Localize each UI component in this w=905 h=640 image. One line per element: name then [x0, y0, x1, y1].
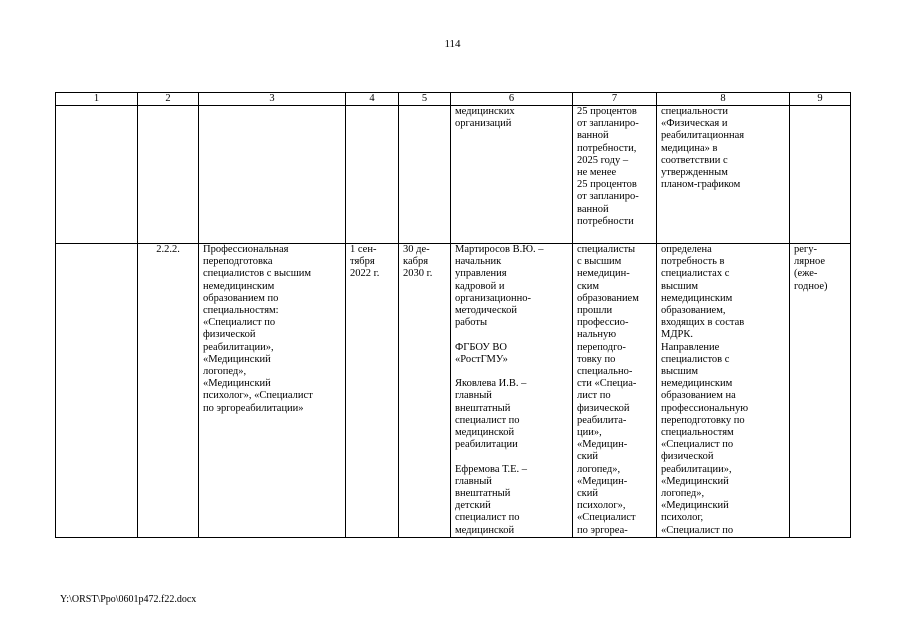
cell-result: 25 процентов от запланиро- ванной потребности, 2025 году – не менее 25 процентов от запланиро- ванной потребности: [573, 106, 657, 244]
cell-description: определена потребность в специалистах с высшим немедицинским образованием, входящих в состав МДРК. Направление специалистов с высшим немедицинским образованием на профессиональную переподготовку по специальностям «Специалист по физической реабилитации», «Медицинский логопед», «Медицинский психолог, «Специалист по: [657, 244, 790, 538]
header-cell-1: 1: [56, 93, 138, 106]
plan-table: [55, 92, 851, 538]
cell-col2: [138, 106, 199, 244]
header-cell-3: 3: [199, 93, 346, 106]
cell-item-number: 2.2.2.: [138, 244, 199, 538]
cell-col5: [399, 106, 451, 244]
header-cell-9: 9: [790, 93, 851, 106]
cell-col4: [346, 106, 399, 244]
cell-start-date: 1 сен- тября 2022 г.: [346, 244, 399, 538]
header-row: [56, 93, 851, 106]
cell-col1: [56, 244, 138, 538]
cell-end-date: 30 де- кабря 2030 г.: [399, 244, 451, 538]
header-cell-4: 4: [346, 93, 399, 106]
cell-col1: [56, 106, 138, 244]
cell-description: специальности «Физическая и реабилитационная медицина» в соответствии с утвержденным планом-графиком: [657, 106, 790, 244]
table-row-continuation: [56, 106, 851, 244]
cell-result: специалисты с высшим немедицин- ским образованием прошли профессио- нальную переподго- товку по специально- сти «Специа- лист по физической реабилита- ции», «Медицин- ский логопед», «Медицин- ский психолог», «Специалист по эргореа-: [573, 244, 657, 538]
table-row-2-2-2: [56, 244, 851, 538]
cell-organizations: медицинских организаций: [451, 106, 573, 244]
header-cell-8: 8: [657, 93, 790, 106]
cell-measure-name: Профессиональная переподготовка специалистов с высшим немедицинским образованием по специальностям: «Специалист по физической реабилитации», «Медицинский логопед», «Медицинский психолог», «Специалист по эргореабилитации»: [199, 244, 346, 538]
header-cell-5: 5: [399, 93, 451, 106]
header-cell-7: 7: [573, 93, 657, 106]
header-cell-6: 6: [451, 93, 573, 106]
cell-frequency: регу- лярное (еже- годное): [790, 244, 851, 538]
header-cell-2: 2: [138, 93, 199, 106]
cell-col3: [199, 106, 346, 244]
page-number: 114: [444, 38, 461, 50]
cell-col9: [790, 106, 851, 244]
file-path-footer: Y:\ORST\Ppo\0601p472.f22.docx: [60, 594, 197, 605]
cell-responsible: Мартиросов В.Ю. – начальник управления кадровой и организационно- методической работы ФГБОУ ВО «РостГМУ» Яковлева И.В. – главный внештатный специалист по медицинской реабилитации Ефремова Т.Е. – главный внештатный детский специалист по медицинской: [451, 244, 573, 538]
